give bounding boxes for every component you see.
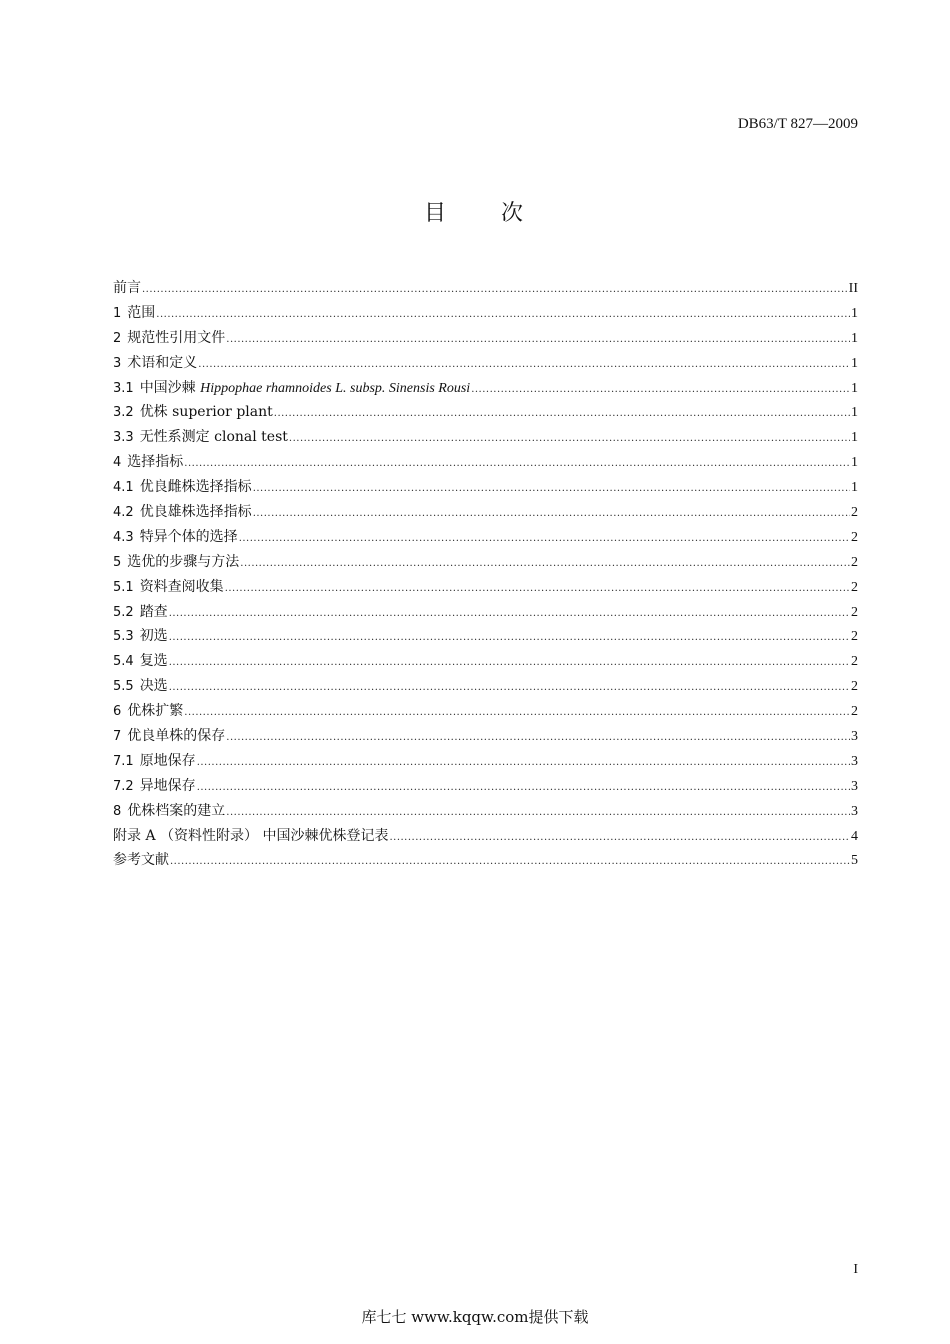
toc-leader-dots — [239, 527, 850, 552]
toc-entry-page: II — [848, 281, 858, 296]
toc-entry-female-criteria[interactable] — [113, 475, 858, 500]
toc-entry-label: 特异个体的选择 — [139, 528, 238, 545]
toc-leader-dots — [169, 676, 850, 701]
toc-leader-dots — [226, 328, 850, 353]
toc-entry-data-collection[interactable] — [113, 575, 858, 600]
toc-entry-terms-definitions[interactable] — [113, 351, 858, 376]
toc-entry-number: 5.3 — [113, 629, 134, 645]
toc-entry-number: 8 — [113, 803, 122, 819]
toc-entry-number: 3.1 — [113, 380, 134, 396]
document-code: DB63/T 827—2009 — [737, 116, 858, 132]
download-source-note: 库七七 www.kqqw.com提供下载 — [361, 1308, 589, 1326]
toc-entry-page: 1 — [851, 480, 858, 496]
toc-entry-number: 2 — [113, 330, 122, 346]
toc-entry-number: 5 — [113, 554, 122, 570]
toc-entry-bibliography[interactable] — [113, 848, 858, 873]
toc-leader-dots — [184, 701, 850, 726]
toc-entry-page: 1 — [851, 330, 858, 346]
toc-entry-selection-steps[interactable] — [113, 550, 858, 575]
toc-entry-page: 5 — [851, 853, 858, 869]
toc-entry-page: 2 — [851, 704, 858, 720]
toc-entry-scientific-name: Hippophae rhamnoides L. subsp. Sinensis Rousi — [200, 380, 471, 396]
toc-leader-dots — [169, 651, 850, 676]
toc-entry-number: 4.2 — [113, 505, 134, 521]
toc-leader-dots — [226, 801, 850, 826]
toc-leader-dots — [142, 278, 848, 303]
toc-entry-in-situ-preservation[interactable] — [113, 749, 858, 774]
toc-entry-label: 优良单株的保存 — [127, 728, 226, 745]
toc-leader-dots — [170, 850, 850, 875]
toc-entry-special-individuals[interactable] — [113, 525, 858, 550]
toc-entry-page: 2 — [851, 654, 858, 670]
toc-title-first-char: 目 — [423, 201, 449, 226]
toc-entry-number: 3.3 — [113, 430, 134, 446]
toc-entry-chinese-sea-buckthorn[interactable] — [113, 376, 858, 401]
toc-entry-reselection[interactable] — [113, 649, 858, 674]
toc-entry-preliminary-selection[interactable] — [113, 624, 858, 649]
toc-entry-label: 附录 A （资料性附录） 中国沙棘优株登记表 — [113, 827, 389, 844]
toc-leader-dots — [226, 726, 850, 751]
toc-entry-number: 5.4 — [113, 654, 134, 670]
toc-entry-label: 优株 superior plant — [139, 404, 273, 421]
toc-entry-number: 5.5 — [113, 679, 134, 695]
toc-entry-page: 3 — [851, 778, 858, 794]
toc-entry-label: 选择指标 — [127, 454, 184, 471]
toc-leader-dots — [240, 552, 850, 577]
toc-leader-dots — [169, 626, 850, 651]
toc-entry-number: 1 — [113, 305, 122, 321]
toc-entry-page: 2 — [851, 629, 858, 645]
toc-entry-label: 术语和定义 — [127, 354, 198, 371]
toc-entry-page: 3 — [851, 753, 858, 769]
toc-entry-number: 3.2 — [113, 405, 134, 421]
toc-entry-page: 1 — [851, 455, 858, 471]
toc-leader-dots — [289, 427, 850, 452]
toc-entry-page: 1 — [851, 405, 858, 421]
toc-entry-number: 5.2 — [113, 604, 134, 620]
toc-entry-number: 6 — [113, 704, 122, 720]
toc-entry-label: 优株档案的建立 — [127, 802, 226, 819]
toc-entry-page: 1 — [851, 380, 858, 396]
toc-entry-label: 范围 — [127, 304, 156, 321]
toc-entry-label: 复选 — [139, 653, 168, 670]
toc-entry-number: 7.1 — [113, 753, 134, 769]
toc-entry-label: 优株扩繁 — [127, 703, 184, 720]
toc-entry-appendix-a[interactable] — [113, 824, 858, 849]
toc-leader-dots — [156, 303, 850, 328]
toc-leader-dots — [253, 477, 850, 502]
toc-entry-label: 优良雄株选择指标 — [139, 504, 252, 521]
toc-entry-label: 前言 — [113, 280, 141, 296]
toc-entry-label: 规范性引用文件 — [127, 329, 226, 346]
toc-entry-number: 5.1 — [113, 579, 134, 595]
toc-entry-selection-criteria[interactable] — [113, 450, 858, 475]
toc-entry-label: 异地保存 — [139, 777, 196, 794]
toc-leader-dots — [169, 602, 850, 627]
toc-entry-number: 4.3 — [113, 529, 134, 545]
toc-leader-dots — [197, 776, 850, 801]
toc-entry-label-cn: 中国沙棘 — [139, 379, 196, 396]
page-number: I — [853, 1262, 858, 1277]
toc-title — [0, 199, 950, 229]
toc-entry-label: 踏查 — [139, 603, 168, 620]
toc-entry-foreword[interactable] — [113, 276, 858, 301]
toc-entry-number: 7.2 — [113, 778, 134, 794]
toc-list — [113, 276, 858, 873]
toc-entry-propagation[interactable] — [113, 699, 858, 724]
toc-leader-dots — [197, 751, 850, 776]
toc-entry-page: 3 — [851, 803, 858, 819]
toc-entry-scope[interactable] — [113, 301, 858, 326]
toc-entry-page: 2 — [851, 505, 858, 521]
toc-entry-label: 优良雌株选择指标 — [139, 479, 252, 496]
toc-entry-label: 资料查阅收集 — [139, 578, 224, 595]
toc-entry-archive[interactable] — [113, 799, 858, 824]
toc-entry-page: 1 — [851, 430, 858, 446]
toc-entry-page: 3 — [851, 729, 858, 745]
toc-entry-label: 选优的步骤与方法 — [127, 553, 240, 570]
toc-entry-clonal-test[interactable] — [113, 425, 858, 450]
toc-entry-number: 4 — [113, 455, 122, 471]
toc-entry-page: 2 — [851, 529, 858, 545]
toc-entry-label: 原地保存 — [139, 752, 196, 769]
toc-entry-male-criteria[interactable] — [113, 500, 858, 525]
toc-entry-number: 3 — [113, 355, 122, 371]
toc-entry-label: 初选 — [139, 628, 168, 645]
toc-leader-dots — [274, 402, 850, 427]
toc-leader-dots — [471, 378, 850, 403]
toc-entry-page: 4 — [851, 828, 858, 844]
toc-entry-superior-plant[interactable] — [113, 400, 858, 425]
toc-leader-dots — [225, 577, 850, 602]
toc-entry-page: 2 — [851, 579, 858, 595]
toc-entry-page: 1 — [851, 305, 858, 321]
toc-title-second-char: 次 — [501, 201, 527, 226]
toc-entry-page: 2 — [851, 604, 858, 620]
toc-entry-number: 7 — [113, 729, 122, 745]
toc-entry-label: 参考文献 — [113, 852, 169, 869]
toc-entry-final-selection[interactable] — [113, 674, 858, 699]
toc-leader-dots — [198, 353, 850, 378]
toc-leader-dots — [184, 452, 850, 477]
toc-entry-normative-references[interactable] — [113, 326, 858, 351]
toc-entry-page: 2 — [851, 679, 858, 695]
toc-entry-number: 4.1 — [113, 480, 134, 496]
toc-entry-preservation[interactable] — [113, 724, 858, 749]
toc-entry-label: 无性系测定 clonal test — [139, 429, 288, 446]
toc-entry-survey[interactable] — [113, 600, 858, 625]
toc-entry-page: 1 — [851, 355, 858, 371]
toc-leader-dots — [389, 826, 850, 851]
toc-entry-label — [140, 376, 471, 402]
toc-leader-dots — [253, 502, 850, 527]
toc-entry-ex-situ-preservation[interactable] — [113, 774, 858, 799]
toc-entry-label: 决选 — [139, 678, 168, 695]
toc-entry-page: 2 — [851, 554, 858, 570]
